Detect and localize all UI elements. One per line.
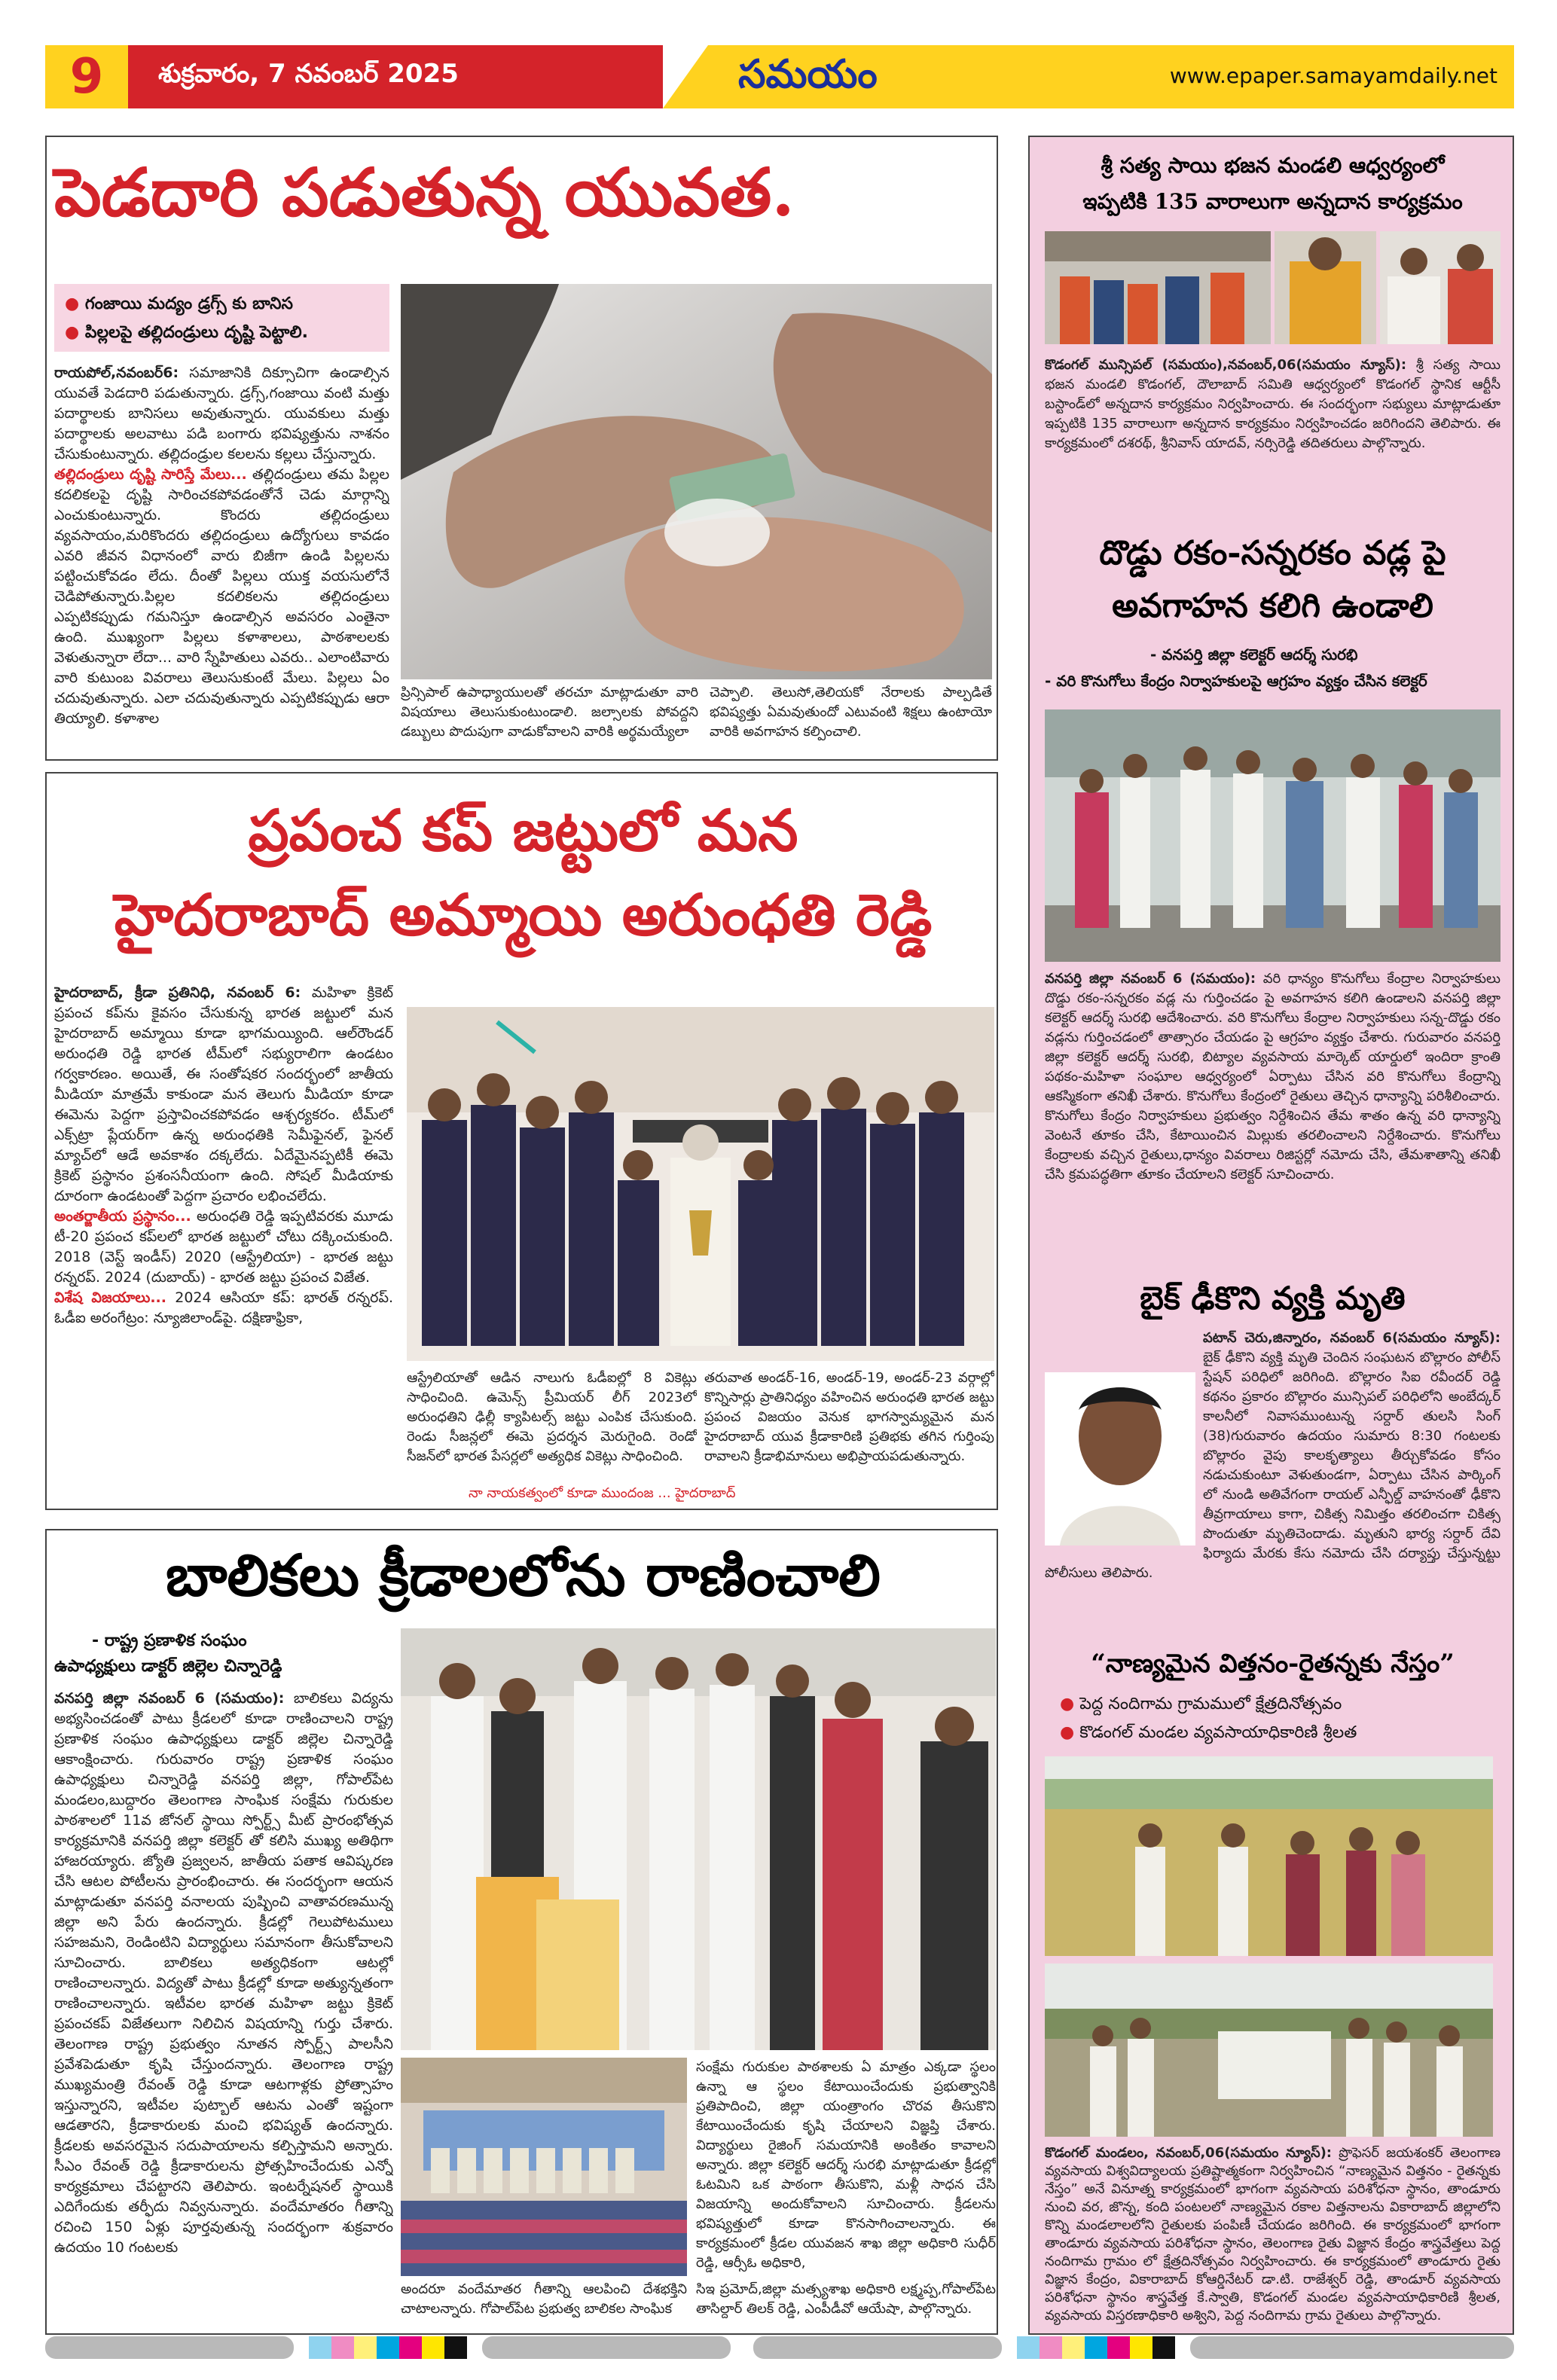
- color-swatch: [1152, 2336, 1175, 2359]
- body-paragraph: బైక్ ఢీకొని వ్యక్తి మృతి చెందిన సంఘటన బొల్లారం పోలీస్ స్టేషన్ పరిధిలో జరిగింది. బొల్లారం సిఐ రవీందర్ రెడ్డి కథనం ప్రకారం బొల్లారం మున్సిపల్ పరిధిలోని అంబేద్కర్ కాలనీలో నివాసముంటున్న సర్దార్ తులసి సింగ్ (38)గురువారం ఉదయం సుమారు 8:30 గంటలకు బొల్లారం వైపు కాలకృత్యాలు తీర్చుకోవడం కోసం నడుచుకుంటూ వెళుతుండగా, ఏర్పాటు చేసిన పార్కింగ్ లో నుండి అతివేగంగా రాయల్ ఎన్ఫీల్డ్ వాహనంతో ఢీకొని తీవ్రగాయాలు కాగా, చికిత్స నిమిత్తం తరలించగా చికిత్స పొందుతూ మృతిచెందాడు. మృతుని భార్య సర్దార్ దేవి ఫిర్యాదు మేరకు కేసు నమోదు చేసి దర్యాప్తు చేస్తున్నట్టు పోలీసులు తెలిపారు.: [1045, 1350, 1501, 1581]
- body-paragraph: మహిళా క్రికెట్ ప్రపంచ కప్‌ను కైవసం చేసుకున్న భారత జట్టులో మన హైదరాబాద్ అమ్మాయి కూడా భాగమయ్యింది. ఆల్‌రౌండర్ అరుంధతి రెడ్డి భారత టీమ్‌లో సభ్యురాలిగా ఉండటం గర్వకారణం. అయితే, ఈ సంతోషకర సందర్భంలో జాతీయ మీడియా మాత్రమే కాకుండా మన తెలుగు మీడియా కూడా ఈమెను పెద్దగా ప్రస్తావించకపోవడం ఆశ్చర్యకరం. టీమ్‌లో ఎక్స్‌ట్రా ప్లేయర్‌గా ఉన్న అరుంధతికి సెమీఫైనల్, ఫైనల్ మ్యాచ్‌లో ఆడే అవకాశం దక్కలేదు. ఏదేమైనప్పటికీ ఈమె క్రికెట్ ప్రస్థానం ప్రశంసనీయంగా ఉంది. సోషల్ మీడియాకు దూరంగా ఉండటంతో పెద్దగా ప్రచారం లభించలేదు.: [54, 984, 393, 1204]
- bullet-item: ● గంజాయి మద్యం డ్రగ్స్ కు బానిస: [65, 290, 379, 319]
- byline-summary: - వరి కొనుగోలు కేంద్రం నిర్వాహకులపై ఆగ్రహం వ్యక్తం చేసిన కలెక్టర్: [1045, 672, 1427, 690]
- byline-collector: - వనపర్తి జిల్లా కలెక్టర్ ఆదర్శ్ సురభి: [1150, 645, 1358, 664]
- story-headline: బైక్ ఢీకొని వ్యక్తి మృతి: [1140, 1280, 1406, 1317]
- story-body: [1045, 969, 1501, 1267]
- page-number: 9: [45, 45, 128, 108]
- story-youth-drugs: [45, 136, 998, 761]
- team-with-pm-photo: [407, 1007, 994, 1361]
- story-bullets: [1060, 1690, 1357, 1747]
- grey-bar: [45, 2336, 294, 2359]
- story-bullets: [54, 284, 389, 352]
- sidebar-story-bike-accident: [1030, 1274, 1516, 1636]
- subhead: విశేష విజయాలు...: [54, 1289, 166, 1306]
- grey-bar: [1190, 2336, 1514, 2359]
- body-paragraph: శ్రీ సత్య సాయి భజన మండలి కొడంగల్, దౌలాబాద్ సమితి ఆధ్వర్యంలో కొడంగల్ స్థానిక ఆర్టీసీ బస్టాండ్‌లో అన్నదాన కార్యక్రమం నిర్వహించారు. ఈ సందర్భంగా సభ్యులు మాట్లాడుతూ ఇప్పటికి 135 వారాలుగా అన్నదాన కార్యక్రమం నిర్వహించడం జరిగిందని తెలిపారు. ఈ కార్యక్రమంలో దశరథ్, శ్రీనివాస్ యాదవ్, నర్సిరెడ్డి తదితరులు పాల్గొన్నారు.: [1045, 357, 1501, 451]
- paper-name: సమయం: [738, 51, 878, 97]
- story-headline-line-2: అవగాహన కలిగి ఉండాలి: [1112, 587, 1433, 625]
- body-paragraph: తల్లిదండ్రులు తమ పిల్లల కదలికలపై దృష్టి సారించకపోవడంతోనే చెడు మార్గాన్ని ఎంచుకుంటున్నారు. కొందరు తల్లిదండ్రులు వ్యవసాయం,మరికొందరు తల్లిదండ్రులు ఉద్యోగులు కావడం ఎవరి జీవన విధానంలో వారు బిజీగా ఉండి పిల్లలను పట్టించుకోవడం లేదు. దీంతో పిల్లలు యుక్త వయసులోనే చెడిపోతున్నారు.పిల్లల కదలికలను తల్లిదండ్రులు ఎప్పటికప్పుడు గమనిస్తూ ఉండాల్సిన అవసరం ఎంతైనా ఉంది. ముఖ్యంగా పిల్లలు కళాశాలలు, పాఠశాలలకు వెళుతున్నారా లేదా... వారి స్నేహితులు ఎవరు.. ఎలాంటివారు వారి కుటుంబ వివరాలు తెలుసుకుంటే మేలు. పిల్లలు ఏం చదువుతున్నారు. ఎలా చదువుతున్నారు ఎప్పటికప్పుడు ఆరా తియ్యాలి. కళాశాల: [54, 466, 389, 727]
- body-paragraph: సమాజానికి దిక్సూచిగా ఉండాల్సిన యువతే పెడదారి పడుతున్నారు. డ్రగ్స్,గంజాయి వంటి మత్తు పదార్థాలకు బానిసలు అవుతున్నారు. యువకులు మత్తు పదార్థాలకు అలవాటు పడి బంగారు భవిష్యత్తును నాశనం చేసుకుంటున్నారు. తల్లిదండ్రుల కలలను కల్లలు చేస్తున్నారు.: [54, 365, 389, 462]
- masthead: [45, 45, 1514, 108]
- story-body: [1045, 2144, 1501, 2329]
- story-column-2: సంక్షేమ గురుకుల పాఠశాలకు ఏ మాత్రం ఎక్కడా స్థలం ఉన్నా ఆ స్థలం కేటాయించేందుకు ప్రభుత్వానికి ప్రతిపాదించి, జిల్లా యంత్రాంగం చొరవ తీసుకొని కేటాయించేందుకు కృషి చేయాలని విజ్ఞప్తి చేశారు. విద్యార్థులు రైజింగ్ సమయానికి అంకితం కావాలని అన్నారు. జిల్లా కలెక్టర్ ఆదర్శ్ సురభి మాట్లాడుతూ క్రీడల్లో ఓటమిని ఒక పాఠంగా తీసుకొని, మళ్లీ సాధన చేసి విజయాన్ని అందుకోవాలని సూచించారు. క్రీడలను భవిష్యత్తులో కూడా కొనసాగించాలన్నారు. ఈ కార్యక్రమంలో క్రీడల యువజన శాఖ జిల్లా అధికారి సుధీర్ రెడ్డి, ఆర్సీఓ అధికారి,: [696, 2059, 996, 2271]
- dateline: పటాన్ చెరు,జిన్నారం, నవంబర్ 6(సమయం న్యూస్):: [1203, 1330, 1501, 1346]
- color-swatch: [354, 2336, 377, 2359]
- dateline: రాయపోల్,నవంబర్6:: [54, 365, 179, 381]
- dateline: వనపర్తి జిల్లా నవంబర్ 6 (సమయం):: [54, 1690, 285, 1707]
- body-paragraph: 2024 ఆసియా కప్: భారత్ రన్నరప్. ఓడీఐ అరంగేట్రం: న్యూజిలాండ్‌పై. దక్షిణాఫ్రికా,: [54, 1289, 393, 1326]
- story-column-4: సిఇ ప్రమోద్,జిల్లా మత్స్యశాఖ అధికారి లక్ష్మప్ప,గోపాల్‌పేట తాసిల్దార్ తిలక్ రెడ్డి, ఎంపీడీవో ఆయేషా, పాల్గొన్నారు.: [696, 2281, 996, 2317]
- story-headline-line-2: హైదరాబాద్ అమ్మాయి అరుంధతి రెడ్డి: [114, 881, 933, 948]
- color-swatch: [1085, 2336, 1107, 2359]
- epaper-url[interactable]: www.epaper.samayamdaily.net: [1169, 63, 1497, 88]
- collector-inspection-photo: [1045, 709, 1501, 962]
- story-body: [54, 1689, 393, 2329]
- story-headline-line-1: ప్రపంచ కప్ జట్టులో మన: [248, 797, 798, 864]
- color-swatch: [422, 2336, 444, 2359]
- story-column-2: ప్రిన్సిపాల్ ఉపాధ్యాయులతో తరచూ మాట్లాడుతూ వారి విషయాలు తెలుసుకుంటుండాలి. జల్సాలకు పోవద్దని డబ్బులు పొదుపుగా వాడుకోవాలని వారికి అర్థమయ్యేలా: [401, 685, 698, 740]
- story-column-3: చెప్పాలి. తెలుసో,తెలియకో నేరాలకు పాల్పడితే భవిష్యత్తు ఏమవుతుందో ఎటువంటి శిక్షలు ఉంటాయో వారికి అవగాహన కల్పించాలి.: [710, 685, 992, 740]
- drug-exchange-photo: [401, 284, 992, 679]
- grey-bar: [753, 2336, 1002, 2359]
- annadanam-photo-right: [1380, 231, 1501, 344]
- story-body: [54, 363, 389, 755]
- sports-meet-inauguration-photo: [401, 1628, 996, 2050]
- sidebar-story-paddy-awareness: [1030, 529, 1516, 1289]
- story-body: [1045, 355, 1501, 536]
- subhead: అంతర్జాతీయ ప్రస్థానం...: [54, 1208, 191, 1225]
- body-paragraph: బాలికలు విద్యను అభ్యసించడంతో పాటు క్రీడలలో కూడా రాణించాలని రాష్ట్ర ప్రణాళిక సంఘం ఉపాధ్యక్షులు డాక్టర్ జిల్లెల చిన్నారెడ్డి ఆకాంక్షించారు. గురువారం రాష్ట్ర ప్రణాళిక సంఘం ఉపాధ్యక్షులు చిన్నారెడ్డి వనపర్తి జిల్లా, గోపాల్‌పేట మండలం,బుద్దారం తెలంగాణ సాంఘిక సంక్షేమ గురుకుల పాఠశాలలో 11వ జోనల్ స్థాయి స్పోర్ట్స్ మీట్ ప్రారంభోత్సవ కార్యక్రమానికి వనపర్తి జిల్లా కలెక్టర్ తో కలిసి ముఖ్య అతిథిగా హాజరయ్యారు. జ్యోతి ప్రజ్వలన, జాతీయ పతాక ఆవిష్కరణ చేసి ఆటల పోటీలను ప్రారంభించారు. ఈ సందర్భంగా ఆయన మాట్లాడుతూ వనపర్తి వనాలయ పుష్పించి వాతావరణమున్న జిల్లా అని పేరు ఉందన్నారు. క్రీడల్లో గెలుపోటములు సహజమని, రెండింటిని విద్యార్థులు సమానంగా తీసుకోవాలని సూచించారు. బాలికలు అత్యధికంగా ఆటల్లో రాణించాలన్నారు. విద్యతో పాటు క్రీడల్లో కూడా అత్యున్నతంగా రాణించాలన్నారు. ఇటీవల భారత మహిళా జట్టు క్రికెట్ ప్రపంచకప్ విజేతలుగా నిలిచిన విషయాన్ని గుర్తు చేశారు. తెలంగాణ రాష్ట్ర ప్రభుత్వం నూతన స్పోర్ట్స్ పాలసీని ప్రవేశపెడుతూ కృషి చేస్తుందన్నారు. తెలంగాణ రాష్ట్ర ముఖ్యమంత్రి రేవంత్ రెడ్డి కూడా ఆటగాళ్లకు ప్రోత్సాహం ఇస్తున్నారని, ఇటీవల పుట్బాల్ ఆటను ఎంతో ఇష్టంగా ఆడతారని, క్రీడాకారులకు మంచి భవిష్యత్ ఉందన్నారు. క్రీడలకు అవసరమైన సదుపాయాలను కల్పిస్తామని అన్నారు. సీఎం రేవంత్ రెడ్డి క్రీడాకారులను ప్రోత్సహించేందుకు ఎన్నో కార్యక్రమాలు చేపట్టారని తెలిపారు. ఇంటర్నేషనల్ స్థాయికి ఎదిగేందుకు తర్ఫీదు నివ్వనున్నారు. వందేమాతరం గీతాన్ని రచించి 150 ఏళ్లు పూర్తవుతున్న సందర్భంగా శుక్రవారం ఉదయం 10 గంటలకు: [54, 1690, 393, 2256]
- body-paragraph: వరి ధాన్యం కొనుగోలు కేంద్రాల నిర్వాహకులు దొడ్డు రకం-సన్నరకం వడ్ల ను గుర్తించడం పై అవగాహన కలిగి ఉండాలని వనపర్తి జిల్లా కలెక్టర్ ఆదర్శ్ సురభి ఆదేశించారు. వరి కొనుగోలు కేంద్రాల నిర్వాహకులు సన్న-దొడ్డు రకం వడ్లను గుర్తించడంలో తాత్సారం చేయడం పై ఆగ్రహం వ్యక్తం చేశారు. గురువారం వనపర్తి జిల్లా కలెక్టర్ ఆదర్శ్ సురభి, బిట్యాల వ్యవసాయ మార్కెట్ యార్డులో ఇందిరా క్రాంతి పథకం-మహిళా సంఘాల ఆధ్వర్యంలో ఏర్పాటు చేసిన వరి కొనుగోలు కేంద్రాన్ని ఆకస్మికంగా తనిఖీ చేశారు. కొనుగోలు కేంద్రంలో రైతులు తెచ్చిన ధాన్యాన్ని పరిశీలించారు. కొనుగోలు కేంద్రం నిర్వాహకులు ప్రభుత్వం నిర్దేశించిన తేమ శాతం ఉన్న వరి ధాన్యాన్ని వెంటనే తూకం చేసి, కేటాయించిన మిల్లుకు తరలించాలని నిర్దేశించారు. కొనుగోలు కేంద్రాలకు వచ్చిన రైతులు,ధాన్యం వివరాలు రిజిస్టర్లో నమోదు చేసి, తేమశాతాన్ని తనిఖీ చేసి క్రమపద్ధతిగా తూకం చేయాలని కలెక్టర్ సూచించారు.: [1045, 971, 1501, 1182]
- story-world-cup-arundhati: [45, 772, 998, 1510]
- dateline: కొడంగల్ మండలం, నవంబర్,06(సమయం న్యూస్):: [1045, 2145, 1333, 2161]
- grey-bar: [482, 2336, 731, 2359]
- bullet-item: ● పెద్ద నందిగామ గ్రామములో క్షేత్రదినోత్సవం: [1060, 1690, 1357, 1719]
- photo-caption: నా నాయకత్వంలో కూడా ముందంజ ... హైదరాబాద్: [469, 1485, 736, 1501]
- dateline: కొడంగల్ మున్సిపల్ (సమయం),నవంబర్,06(సమయం న్యూస్):: [1045, 357, 1407, 373]
- story-column-2: ఆస్ట్రేలియాతో ఆడిన నాలుగు ఓడీఐల్లో 8 వికెట్లు సాధించింది. ఉమెన్స్ ప్రీమియర్ లీగ్ 2023లో అరుంధతిని ఢిల్లీ క్యాపిటల్స్ జట్టు ఎంపిక చేసుకుంది. రెండు సీజన్లలో ఈమె ప్రదర్శన మెరుగైంది. రెండో సీజన్‌లో భారత పేసర్లలో అత్యధిక వికెట్లు సాధించింది.: [407, 1370, 697, 1464]
- story-headline: “నాణ్యమైన విత్తనం-రైతన్నకు నేస్తం”: [1091, 1649, 1455, 1679]
- students-assembly-photo: [401, 2058, 687, 2276]
- body-paragraph: ప్రొఫెసర్ జయశంకర్ తెలంగాణ వ్యవసాయ విశ్వవిద్యాలయ ప్రతిష్టాత్మకంగా నిర్వహించిన “నాణ్యమైన విత్తనం - రైతన్నకు నేస్తం” అనే వినూత్న కార్యక్రమంలో భాగంగా వ్యవసాయ పరిశోధనా స్థానం, తాండూరు నుంచి వర, జొన్న, కంది పంటలలో నాణ్యమైన రకాల విత్తనాలను వికారాబాద్ జిల్లాలోని కొన్ని మండలాలలోని రైతులకు పంపిణీ చేయడం జరిగింది. ఈ కార్యక్రమంలో భాగంగా తాండూరు వ్యవసాయ పరిశోధనా స్థానం, తెలంగాణ రైతు విజ్ఞాన కేంద్రం శాస్త్రవేత్తలు పెద్ద నందిగామ గ్రామం లో క్షేత్రదినోత్సవం నిర్వహించారు. ఈ కార్యక్రమంలో తాండూరు రైతు విజ్ఞాన కేంద్రం, వికారాబాద్ కోఆర్డినేటర్ డా.టి. రాజేశ్వర్ రెడ్డి, తాండూర్ వ్యవసాయ పరిశోధనా స్థానం శాస్త్రవేత్త కే.స్వాతి, కొడంగల్ మండల వ్యవసాయాధికారిణి శ్రీలత, వ్యవసాయ విస్తరణాధికారి అశ్విని, పెద్ద నందిగామ గ్రామ రైతులు పాల్గొన్నారు.: [1045, 2145, 1501, 2324]
- sidebar-story-annadanam: [1030, 137, 1516, 566]
- subhead: తల్లిదండ్రులు దృష్టి సారిస్తే మేలు...: [54, 466, 247, 483]
- story-body: [1045, 1329, 1501, 1634]
- color-swatch: [1040, 2336, 1062, 2359]
- story-headline: పెడదారి పడుతున్న యువత.: [54, 153, 795, 231]
- story-byline: [54, 1628, 393, 1680]
- color-swatch: [1107, 2336, 1130, 2359]
- story-headline: బాలికలు క్రీడాలలోను రాణించాలి: [165, 1542, 881, 1609]
- color-swatch: [444, 2336, 467, 2359]
- story-headline-line-1: దొడ్డు రకం-సన్నరకం వడ్ల పై: [1099, 534, 1446, 572]
- story-girls-in-sports: [45, 1529, 998, 2335]
- color-swatch: [1062, 2336, 1085, 2359]
- story-column-3: అందరూ వందేమాతర గీతాన్ని ఆలపించి దేశభక్తిని చాటాలన్నారు. గోపాల్‌పేట ప్రభుత్వ బాలికల సాంఘిక: [401, 2281, 687, 2317]
- bullet-item: ● పిల్లలపై తల్లిదండ్రులు దృష్టి పెట్టాలి.: [65, 319, 379, 347]
- dateline: వనపర్తి జిల్లా నవంబర్ 6 (సమయం):: [1045, 971, 1256, 987]
- color-swatch: [399, 2336, 422, 2359]
- story-headline-line-2: ఇప్పటికి 135 వారాలుగా అన్నదాన కార్యక్రమం: [1082, 189, 1463, 214]
- issue-date: శుక్రవారం, 7 నవంబర్ 2025: [158, 59, 459, 89]
- sidebar-story-quality-seed: [1030, 1643, 1516, 2333]
- story-column-3: తరువాత అండర్-16, అండర్-19, అండర్-23 వర్గాల్లో కొన్నిసార్లు ప్రాతినిధ్యం వహించిన అరుంధతి భారత జట్టు ప్రపంచ విజయం వెనుక భాగస్వామ్యమైన మన హైదరాబాద్ యువ క్రీడాకారిణి ప్రతిభకు తగిన గుర్తింపు రావాలని క్రీడాభిమానులు అభిప్రాయపడుతున్నారు.: [704, 1370, 994, 1464]
- annadanam-photo-middle: [1275, 231, 1376, 344]
- color-swatch: [377, 2336, 399, 2359]
- body-paragraph: అరుంధతి రెడ్డి ఇప్పటివరకు మూడు టీ-20 ప్రపంచ కప్‌లలో భారత జట్టులో చోటు దక్కించుకుంది. 2018 (వెస్ట్ ఇండీస్) 2020 (ఆస్ట్రేలియా) - భారత జట్టు రన్నరప్. 2024 (దుబాయ్) - భారత జట్టు ప్రపంచ విజేత.: [54, 1208, 393, 1286]
- byline-name: ఉపాధ్యక్షులు డాక్టర్ జిల్లెల చిన్నారెడ్డి: [54, 1657, 282, 1676]
- bullet-item: ● కొడంగల్ మండల వ్యవసాయాధికారిణి శ్రీలత: [1060, 1719, 1357, 1747]
- color-swatch: [1130, 2336, 1152, 2359]
- dateline: హైదరాబాద్, క్రీడా ప్రతినిధి, నవంబర్ 6:: [54, 984, 301, 1001]
- byline-role: - రాష్ట్ర ప్రణాళిక సంఘం: [92, 1631, 247, 1650]
- story-headline-line-1: శ్రీ సత్య సాయి భజన మండలి ఆధ్వర్యంలో: [1101, 153, 1445, 178]
- color-swatch: [309, 2336, 331, 2359]
- story-body: [54, 983, 393, 1503]
- color-swatch: [1017, 2336, 1040, 2359]
- annadanam-photo-left: [1045, 231, 1271, 344]
- field-day-photo-top: [1045, 1756, 1493, 1956]
- right-sidebar: [1028, 136, 1514, 2335]
- field-day-photo-bottom: [1045, 1964, 1493, 2137]
- color-swatch: [331, 2336, 354, 2359]
